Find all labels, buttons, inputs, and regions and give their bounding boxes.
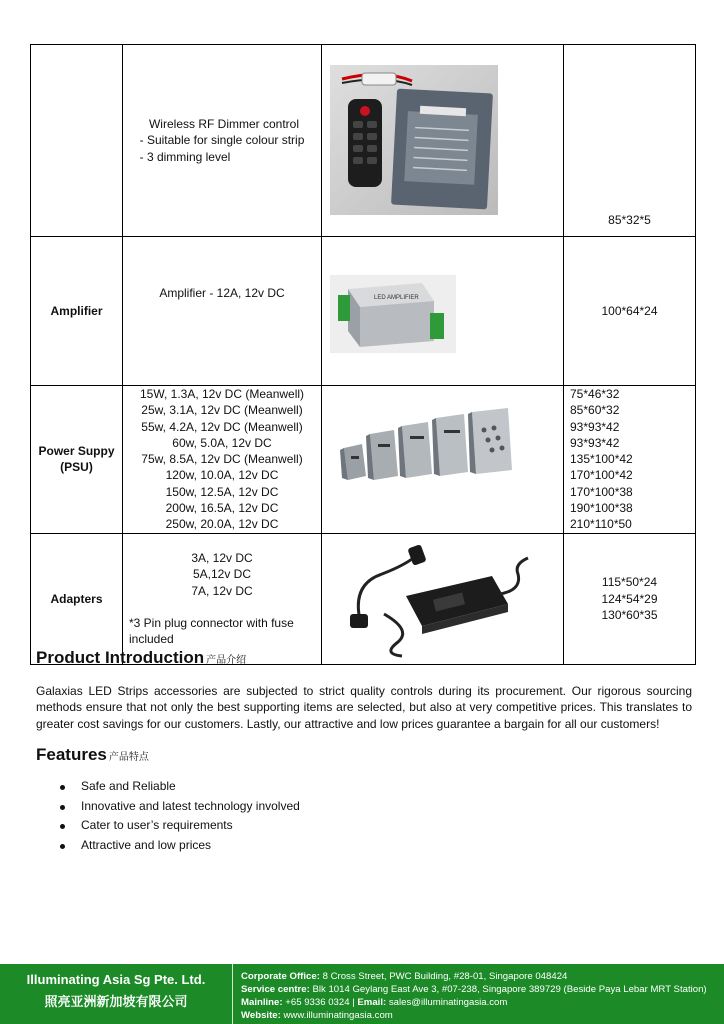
page-footer bbox=[0, 964, 724, 1024]
dimension-line: 85*60*32 bbox=[570, 403, 620, 418]
description-line: 200w, 16.5A, 12v DC bbox=[165, 501, 279, 516]
features-list bbox=[56, 779, 300, 857]
service-centre-line bbox=[241, 983, 707, 996]
description-line: 75w, 8.5A, 12v DC (Meanwell) bbox=[141, 452, 303, 467]
label: Mainline: bbox=[241, 997, 283, 1008]
dimension-line: 124*54*29 bbox=[601, 591, 658, 606]
footer-divider bbox=[232, 964, 233, 1024]
description-line: Wireless RF Dimmer control bbox=[148, 117, 299, 132]
dimension-line: 135*100*42 bbox=[570, 452, 633, 467]
label: Corporate Office: bbox=[241, 971, 320, 982]
description-line: 250w, 20.0A, 12v DC bbox=[165, 517, 279, 532]
product-image-cell bbox=[322, 237, 564, 386]
contact-details bbox=[241, 970, 707, 1022]
category-cell bbox=[31, 386, 123, 534]
table-row bbox=[31, 45, 696, 237]
note-line: included bbox=[129, 632, 174, 647]
value: 8 Cross Street, PWC Building, #28-01, Singapore 048424 bbox=[322, 971, 568, 982]
description-line: 150w, 12.5A, 12v DC bbox=[165, 484, 279, 499]
rf-dimmer-photo bbox=[322, 49, 564, 232]
dimension-line: 170*100*38 bbox=[570, 484, 633, 499]
corporate-office-line bbox=[241, 970, 707, 983]
description-line: 5A,12v DC bbox=[192, 567, 252, 582]
features-heading bbox=[36, 745, 149, 765]
product-introduction-heading bbox=[36, 648, 246, 668]
phone-number[interactable]: +65 9336 0324 bbox=[285, 997, 350, 1008]
description-cell bbox=[123, 45, 322, 237]
dimensions-cell bbox=[564, 533, 696, 664]
dimension-line: 190*100*38 bbox=[570, 501, 633, 516]
description-cell bbox=[123, 386, 322, 534]
amplifier-photo bbox=[322, 261, 564, 361]
dimension-line: 210*110*50 bbox=[570, 517, 632, 532]
email-link[interactable]: sales@illuminatingasia.com bbox=[388, 997, 508, 1008]
category-cell: Adapters bbox=[31, 533, 123, 664]
dimension-line: 93*93*42 bbox=[570, 435, 620, 450]
dimensions-cell bbox=[564, 386, 696, 534]
description-line: 15W, 1.3A, 12v DC (Meanwell) bbox=[139, 387, 305, 401]
category-cell bbox=[31, 45, 123, 237]
product-introduction-body: Galaxias LED Strips accessories are subjected to strict quality controls during its procurement. Our rigorous sourcing methods ensure that not only the best supporting items are selected, but also at very competitive prices. This translates to greater cost savings for our customers. Lastly, our attractive and low prices guarantee a bargain for all our customers! bbox=[36, 684, 692, 731]
company-name-en: Illuminating Asia Sg Pte. Ltd. bbox=[26, 972, 206, 987]
list-item: Innovative and latest technology involved bbox=[56, 799, 300, 819]
description-line: - Suitable for single colour strip bbox=[139, 133, 305, 148]
note-line: *3 Pin plug connector with fuse bbox=[129, 615, 294, 630]
dimension-line: 170*100*42 bbox=[570, 468, 633, 483]
value: Blk 1014 Geylang East Ave 3, #07-238, Singapore 389729 (Beside Paya Lebar MRT Station) bbox=[312, 984, 707, 995]
category-line: Power Suppy bbox=[38, 444, 115, 459]
description-line: 60w, 5.0A, 12v DC bbox=[172, 435, 272, 450]
company-name-cn: 照亮亚洲新加坡有限公司 bbox=[44, 994, 188, 1009]
category-line: (PSU) bbox=[60, 460, 93, 475]
description-line: 120w, 10.0A, 12v DC bbox=[165, 468, 279, 483]
description-line: Amplifier - 12A, 12v DC bbox=[159, 286, 285, 300]
dimension-line: 93*93*42 bbox=[570, 419, 620, 434]
svg-text:LED AMPLIFIER: LED AMPLIFIER bbox=[374, 295, 419, 301]
heading-text-cn: 产品特点 bbox=[108, 752, 149, 763]
product-image-cell bbox=[322, 45, 564, 237]
product-image-cell bbox=[322, 533, 564, 664]
description-line: 3A, 12v DC bbox=[191, 550, 253, 565]
separator: | bbox=[352, 997, 355, 1008]
table-row bbox=[31, 237, 696, 386]
label: Website: bbox=[241, 1010, 281, 1021]
heading-text: Product Introduction bbox=[36, 648, 205, 667]
list-item: Attractive and low prices bbox=[56, 838, 300, 858]
description-cell bbox=[123, 237, 322, 386]
dimension-line: 75*46*32 bbox=[570, 387, 620, 401]
description-cell bbox=[123, 533, 322, 664]
category-cell: Amplifier bbox=[31, 237, 123, 386]
power-supply-photo bbox=[322, 386, 564, 532]
list-item: Safe and Reliable bbox=[56, 779, 300, 799]
product-image-cell bbox=[322, 386, 564, 534]
website-line bbox=[241, 1009, 707, 1022]
label: Email: bbox=[357, 997, 387, 1008]
table-row bbox=[31, 533, 696, 664]
company-name bbox=[0, 972, 232, 1010]
dimension-line: 115*50*24 bbox=[601, 575, 658, 590]
adapter-photo bbox=[322, 534, 564, 664]
list-item: Cater to user’s requirements bbox=[56, 818, 300, 838]
dimensions-cell: 100*64*24 bbox=[564, 237, 696, 386]
dimensions-cell: 85*32*5 bbox=[564, 45, 696, 237]
product-spec-table bbox=[30, 44, 696, 665]
table-row bbox=[31, 386, 696, 534]
dimension-line: 130*60*35 bbox=[601, 607, 658, 622]
description-line: 25w, 3.1A, 12v DC (Meanwell) bbox=[141, 403, 303, 418]
heading-text: Features bbox=[36, 745, 107, 764]
description-line: 55w, 4.2A, 12v DC (Meanwell) bbox=[141, 419, 303, 434]
mainline-line bbox=[241, 996, 707, 1009]
description-line: - 3 dimming level bbox=[139, 149, 231, 164]
heading-text-cn: 产品介绍 bbox=[206, 655, 247, 666]
label: Service centre: bbox=[241, 984, 310, 995]
description-line: 7A, 12v DC bbox=[191, 583, 253, 598]
website-link[interactable]: www.illuminatingasia.com bbox=[283, 1010, 393, 1021]
